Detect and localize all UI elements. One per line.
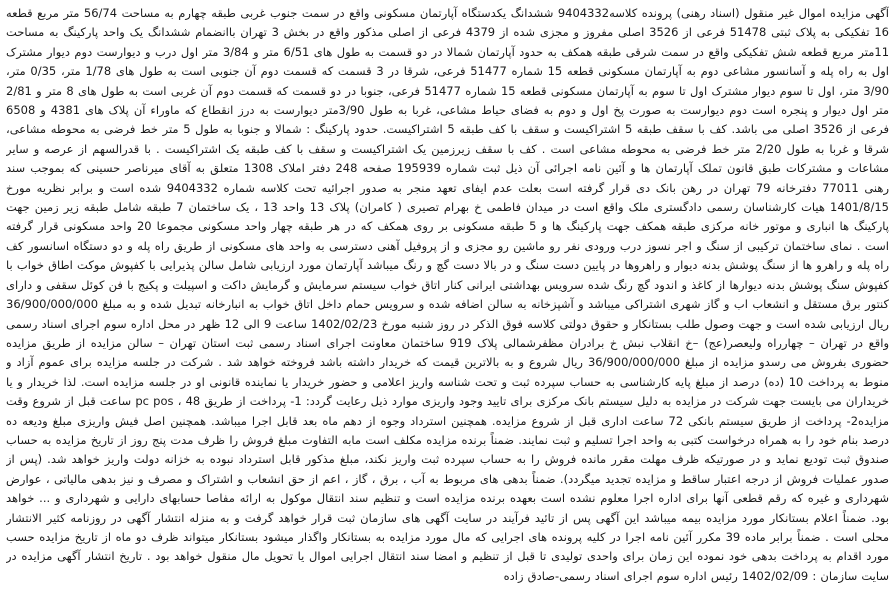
notice-body: آگهی مزایده اموال غیر منقول (اسناد رهنی) پرونده کلاسه9404332 ششدانگ یکدستگاه آپارتمان مسکونی واقع در سمت جنوب غربی طبقه چهارم به مساحت 56/74 متر مربع قطعه 16 تفکیکی به پلاک ثبتی 51478 فرعی از 3526 اصلی مفروز و مجزی شده از 4379 فرعی از اصلی مذکور واقع در بخش 3 تهران باانضمام ششدانگ یک واحد پارکینگ به مساحت 11متر مربع قطعه شش تفکیکی واقع در سمت شرقی طبقه همکف به حدود آپارتمان شمالا در دو قسمت به طول های 6/51 متر و 3/84 متر اول درب و دیوارست دوم دیوار مشترک اول به راه پله و آسانسور مشاعی دوم به آپارتمان مسکونی قطعه 15 شماره 51477 فرعی، شرقا در 3 قسمت که قسمت دوم آن جنوبی است به طول های 1/78 متر، 0/35 متر، 3/90 متر، اول تا سوم دیوار مشترک اول تا سوم به آپارتمان مسکونی قطعه 15 شماره 51477 فرعی، جنوبا در دو قسمت که قسمت دوم آن غربی است به طول های 8 متر و 2/81 متر اول دیوار و پنجره است دوم دیوارست به صورت پخ اول و دوم به فضای حیاط مشاعی، غربا به طول 3/90متر دیوارست به درز انقطاع که ماوراء آن پلاک های 4381 و 6508 فرعی از 3526 اصلی می باشد. کف با سقف طبقه 5 اشتراکیست و سقف با کف طبقه 5 اشتراکیست. حدود پارکینگ : شمالا و جنوبا به طول 5 متر خط فرضی به محوطه مشاعی، شرقا و غربا به طول 2/20 متر خط فرضی به محوطه مشاعی است . کف با سقف زیرزمین یک اشتراکیست و سقف با کف طبقه یک اشتراکیست . با قدرالسهم از عرصه و سایر مشاعات و مشترکات طبق قانون تملک آپارتمان ها و آئین نامه اجرائی آن ذیل ثبت شماره 195939 صفحه 248 دفتر املاک 1308 متعلق به آقای میرناصر حسینی که بموجب سند رهنی 77011 دفترخانه 79 تهران در رهن بانک دی قرار گرفته است بعلت عدم ایفای تعهد منجر به صدور اجرائیه تحت کلاسه شماره 9404332 شده است و برابر نظریه مورخ 1401/8/15 هیات کارشناسان رسمی دادگستری ملک واقع است در میدان فاطمی خ بهرام تصیری ( کامران) پلاک 13 واحد 13 ، یک ساختمان 7 طبقه شامل طبقه زیر زمین جهت پارکینگ ها انباری و موتور خانه مرکزی طبقه همکف جهت پارکینگ ها و 5 طبقه مسکونی بر روی همکف که در هر طبقه چهار واحد مسکونی مجموعا 20 واحد مسکونی قرار گرفته است . نمای ساختمان ترکیبی از سنگ و اجر نسوز درب ورودی نفر رو ماشین رو مجزی و از پروفیل آهنی دسترسی به واحد های مسکونی از طریق راه پله و دو دستگاه اسانسور کف راه پله و راهرو ها از سنگ پوشش بدنه دیوار و راهروها در پایین دست سنگ و در بالا دست گچ و رنگ میباشد آپارتمان مورد ارزیابی شامل سالن پذیرایی با کفپوش موکت اطاق خواب با کفپوش سنگ پوشش بدنه دیوارها از کاغذ و اندود گچ رنگ شده سرویس بهداشتی ایرانی کنار اتاق خواب سیستم سرمایش و گرمایش داکت و اسپیلت و پکیج با فن کوئل سقفی و دارای کنتور برق مستقل و انشعاب اب و گاز شهری اشتراکی میباشد و آشپزخانه به سالن اضافه شده و سرویس حمام داخل اتاق خواب به انبارخانه تبدیل شده و به مبلغ 36/900/000/000 ریال ارزیابی شده است و جهت وصول طلب بستانکار و حقوق دولتی کلاسه فوق الذکر در روز شنبه مورخ 1402/02/23 ساعت 9 الی 12 ظهر در محل اداره سوم اجرای اسناد رسمی واقع در تهران – چهارراه ولیعصر(عج) –خ انقلاب نبش خ برادران مظفرشمالی پلاک 919 ساختمان معاونت اجرای اسناد رسمی ثبت استان تهران – سالن مزایده از طریق مزایده حضوری بفروش می رسدو مزایده از مبلغ 36/900/000/000 ریال شروع و به بالاترین قیمت که خریدار داشته باشد فروخته خواهد شد . شرکت در جلسه مزایده برای عموم آزاد و منوط به پرداخت 10 (ده) درصد از مبلغ پایه کارشناسی به حساب سپرده ثبت و تحت شناسه واریز اعلامی و حضور خریدار یا نماینده قانونی او در جلسه مزایده است. لذا خریدار و یا خریداران می بایست جهت شرکت در مزایده به دلیل سیستم بانک مرکزی برای تایید وجود واریزی موارد ذیل رعایت گردد: 1- پرداخت از طریق pc pos ، 48 ساعت قبل از شروع وقت مزایده2- پرداخت از طریق سیستم بانکی 72 ساعت اداری قبل از شروع مزایده. همچنین استرداد وجوه از دهم ماه بعد قابل اجرا میباشد. همچنین اصل فیش واریزی مبلغ ودیعه ده درصد بنام خود را به همراه درخواست کتبی به واحد اجرا تسلیم و ثبت نمایند. ضمناً برنده مزایده مکلف است مابه التفاوت مبلغ فروش را ظرف مدت پنج روز از تاریخ مزایده به حساب صندوق ثبت تودیع نماید و در صورتیکه ظرف مهلت مقرر مانده فروش را به حساب سپرده ثبت واریز نکند، مبلغ مذکور قابل استرداد نبوده به خزانه دولت واریز خواهد شد. (پس از صدور عملیات فروش از درجه اعتبار ساقط و مزایده تجدید میگردد). ضمناً بدهی های مربوط به آب ، برق ، گاز ، اعم از حق انشعاب و اشتراک و مصرف و نیز بدهی مالیاتی ، عوارض شهرداری و غیره که رقم قطعی آنها برای اداره اجرا معلوم نشده است بعهده برنده مزایده است و تنظیم سند انتقال موکول به ارائه مفاصا حسابهای دارایی و شهرداری و ... خواهد بود. ضمناً اعلام بستانکار مورد مزایده بیمه میباشد این آگهی پس از تائید فرآیند در سایت آگهی های سازمان ثبت قرار خواهد گرفت و به منزله انتشار آگهی در روزنامه کثیر الانتشار محلی است . ضمناً برابر ماده 39 مکرر آئین نامه اجرا در کلیه پرونده های اجرایی که مال مورد مزایده به بستانکار واگذار میشود بستانکار میتواند ظرف دو ماه از تاریخ مزایده حسب مورد اقدام به پرداخت بدهی خود نموده این زمان برای واحدی تولیدی تا قبل از تنظیم و امضا سند انتقال اجرایی اموال یا تحویل مال منقول خواهد بود . تاریخ انتشار آگهی مزایده در سایت سازمان : 1402/02/09 رئیس اداره سوم اجرای اسناد رسمی-صادق زاده [6, 6, 889, 583]
auction-notice [6, 4, 889, 607]
